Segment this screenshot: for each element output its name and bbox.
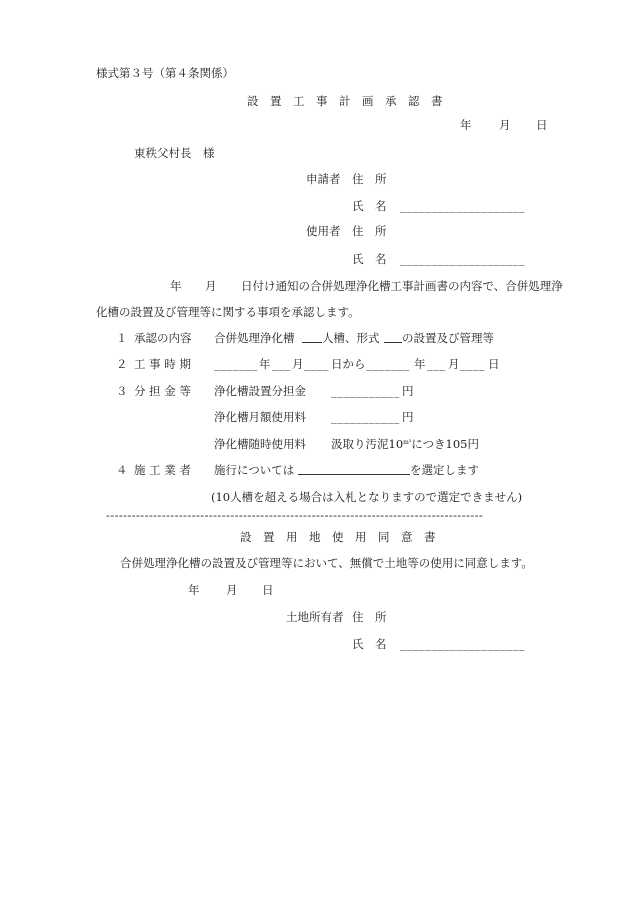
consent-day-label: 日 <box>262 583 274 597</box>
user-name-blank: ____________________ <box>400 252 525 266</box>
fee-setup-unit: 円 <box>402 384 414 398</box>
item-2-end-month-label: 月 <box>448 357 460 371</box>
fee-setup-blank: ___________ <box>331 384 400 398</box>
item-2-end-year-blank: _______ <box>366 357 410 371</box>
separator-line: ---------------------------------------------------------------------------------------- <box>106 508 484 522</box>
date-year-label: 年 <box>460 118 472 132</box>
item-2-end-day-blank: ____ <box>460 357 485 371</box>
item-4-text-b: を選定します <box>410 463 479 477</box>
item-1-text-c: の設置及び管理等 <box>402 331 494 345</box>
item-2-from-label: 日から <box>331 357 366 371</box>
user-label: 使用者 <box>306 224 341 238</box>
item-2-label: 工 事 時 期 <box>134 357 191 371</box>
body-month-label: 月 <box>205 279 217 293</box>
item-4-number: ４ <box>116 463 128 477</box>
cubic-meter-unit: m³ <box>403 439 412 446</box>
item-1-capacity-blank <box>302 331 322 343</box>
fee-ondemand-value-b: につき105円 <box>411 437 479 451</box>
item-2-number: ２ <box>116 357 128 371</box>
item-1-type-blank <box>384 331 402 343</box>
fee-monthly-name: 浄化槽月額使用料 <box>214 410 306 424</box>
fee-ondemand-value <box>331 437 479 451</box>
document-title: 設 置 工 事 計 画 承 認 書 <box>247 94 443 108</box>
item-2-start-year-blank: _______ <box>214 357 258 371</box>
user-address-label: 住 所 <box>352 224 387 238</box>
applicant-address-label: 住 所 <box>352 172 387 186</box>
item-2-end-day-label: 日 <box>488 357 500 371</box>
owner-name-label: 氏 名 <box>352 637 387 651</box>
consent-year-label: 年 <box>188 583 200 597</box>
fee-monthly-blank: ___________ <box>331 410 400 424</box>
item-2-start-month-blank: ___ <box>272 357 291 371</box>
body-year-label: 年 <box>170 279 182 293</box>
item-1-label: 承認の内容 <box>134 331 192 345</box>
consent-title: 設 置 用 地 使 用 同 意 書 <box>240 530 436 544</box>
fee-setup-name: 浄化槽設置分担金 <box>214 384 306 398</box>
applicant-name-label: 氏 名 <box>352 199 387 213</box>
item-2-end-month-blank: ___ <box>427 357 446 371</box>
item-4-label: 施 工 業 者 <box>134 463 191 477</box>
applicant-label: 申請者 <box>306 172 341 186</box>
fee-monthly-unit: 円 <box>402 410 414 424</box>
recipient: 東秩父村長 様 <box>134 146 215 160</box>
item-2-start-month-label: 月 <box>292 357 304 371</box>
item-2-start-day-blank: ____ <box>304 357 329 371</box>
date-month-label: 月 <box>499 118 511 132</box>
date-day-label: 日 <box>536 118 548 132</box>
fee-ondemand-value-a: 汲取り汚泥10 <box>331 437 404 451</box>
body-text-line-1: 日付け通知の合併処理浄化槽工事計画書の内容で、合併処理浄 <box>241 279 563 293</box>
owner-label: 土地所有者 <box>286 610 344 624</box>
item-3-label: 分 担 金 等 <box>134 384 191 398</box>
item-3-number: ３ <box>116 384 128 398</box>
applicant-name-blank: ____________________ <box>400 199 525 213</box>
item-1-text-a: 合併処理浄化槽 <box>214 331 295 345</box>
form-number: 様式第３号（第４条関係） <box>96 66 234 80</box>
item-1-number: １ <box>116 331 128 345</box>
item-4-contractor-blank <box>298 463 410 475</box>
user-name-label: 氏 名 <box>352 252 387 266</box>
fee-ondemand-name: 浄化槽随時使用料 <box>214 437 306 451</box>
item-4-text-a: 施行については <box>214 463 295 477</box>
owner-address-label: 住 所 <box>352 610 387 624</box>
item-2-start-year-label: 年 <box>259 357 271 371</box>
item-1-text-b: 人槽、形式 <box>322 331 380 345</box>
owner-name-blank: ____________________ <box>400 637 525 651</box>
consent-text: 合併処理浄化槽の設置及び管理等において、無償で土地等の使用に同意します。 <box>120 556 533 570</box>
item-2-end-year-label: 年 <box>414 357 426 371</box>
consent-month-label: 月 <box>226 583 238 597</box>
item-4-note: (10人槽を超える場合は入札となりますので選定できません) <box>211 490 523 504</box>
body-text-line-2: 化槽の設置及び管理等に関する事項を承認します。 <box>96 305 360 319</box>
